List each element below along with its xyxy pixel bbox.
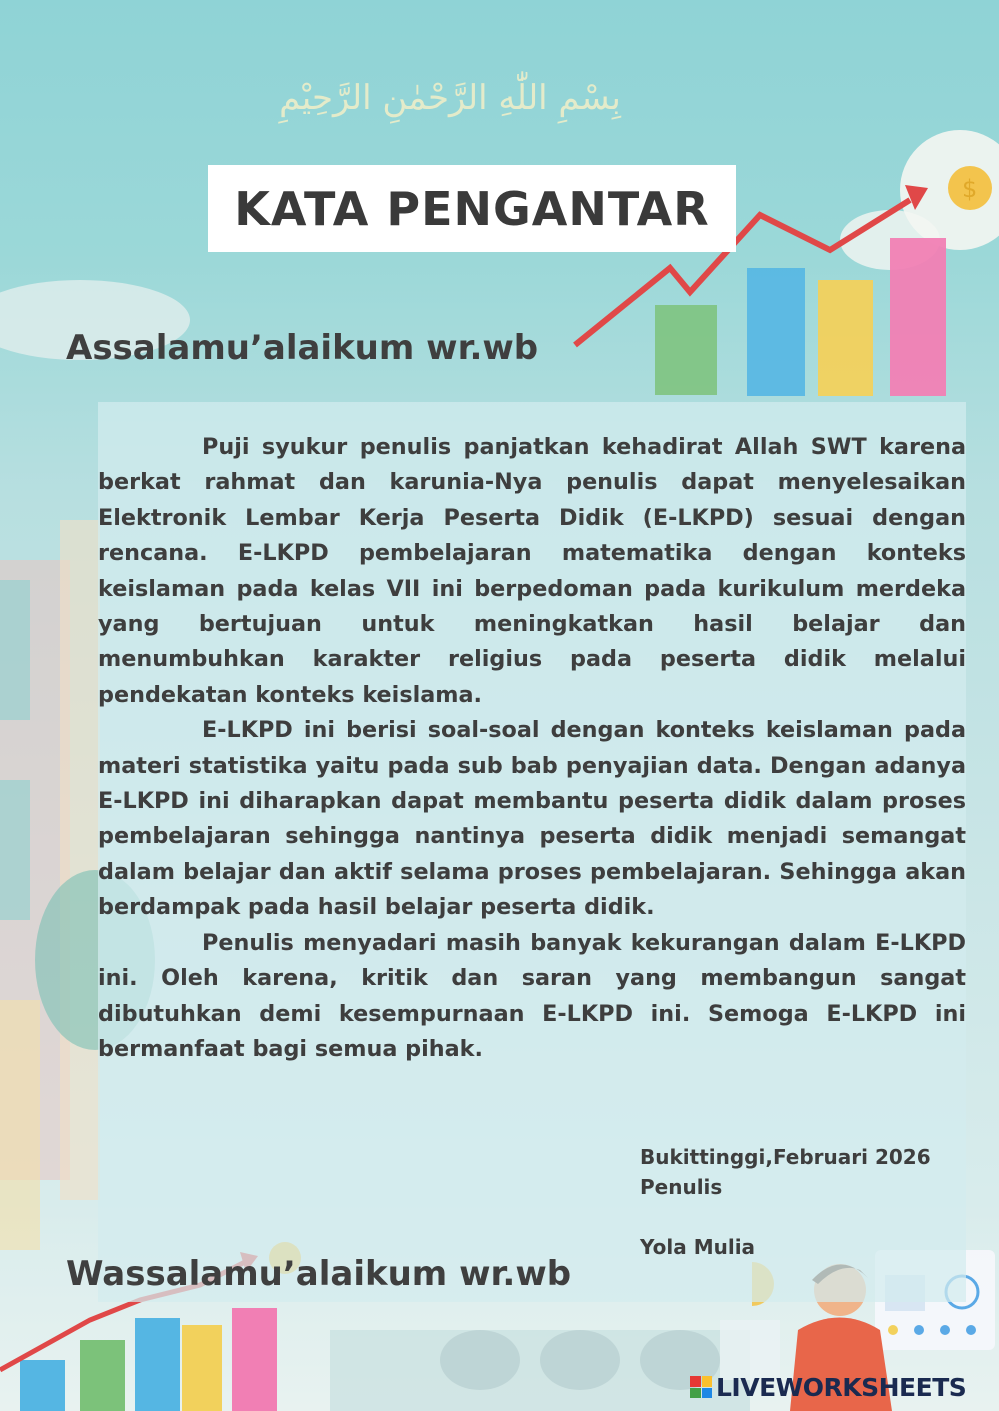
liveworksheets-watermark bbox=[690, 1370, 966, 1404]
liveworksheets-logo-icon bbox=[690, 1376, 712, 1398]
author-name: Yola Mulia bbox=[640, 1235, 756, 1259]
greeting-heading: Assalamu’alaikum wr.wb bbox=[66, 328, 539, 368]
paragraph-3: Penulis menyadari masih banyak kekurangan dalam E-LKPD ini. Oleh karena, kritik dan saran yang membangun sangat dibutuhkan demi kesempurnaan E-LKPD ini. Semoga E-LKPD ini bermanfaat bagi semua pihak. bbox=[98, 929, 966, 1062]
signature-block bbox=[640, 1142, 931, 1262]
svg-text:$: $ bbox=[962, 175, 978, 203]
paragraph-1: Puji syukur penulis panjatkan kehadirat Allah SWT karena berkat rahmat dan karunia-Nya penulis dapat menyelesaikan Elektronik Lembar Kerja Peserta Didik (E-LKPD) sesuai dengan rencana. E-LKPD pembelajaran matematika dengan konteks keislaman pada kelas VII ini berpedoman pada kurikulum merdeka yang bertujuan untuk meningkatkan hasil belajar dan menumbuhkan karakter religius pada peserta didik melalui pendekatan konteks keislama. bbox=[98, 434, 966, 708]
title-banner bbox=[208, 165, 736, 252]
body-text bbox=[98, 430, 966, 1067]
page-title: KATA PENGANTAR bbox=[234, 181, 710, 236]
place-date: Bukittinggi,Februari 2026 bbox=[640, 1145, 931, 1169]
paragraph-2: E-LKPD ini berisi soal-soal dengan konteks keislaman pada materi statistika yaitu pada sub bab penyajian data. Dengan adanya E-LKPD ini diharapkan dapat membantu peserta didik dalam proses pembelajaran sehingga nantinya peserta didik menjadi semangat dalam belajar dan aktif selama proses pembelajaran. Sehingga akan berdampak pada hasil belajar peserta didik. bbox=[98, 717, 966, 921]
basmala-calligraphy: بِسْمِ اللّٰهِ الرَّحْمٰنِ الرَّحِيْمِ bbox=[279, 78, 621, 118]
watermark-text: LIVEWORKSHEETS bbox=[716, 1372, 967, 1402]
author-role: Penulis bbox=[640, 1175, 723, 1199]
closing-heading: Wassalamu’alaikum wr.wb bbox=[66, 1254, 572, 1294]
